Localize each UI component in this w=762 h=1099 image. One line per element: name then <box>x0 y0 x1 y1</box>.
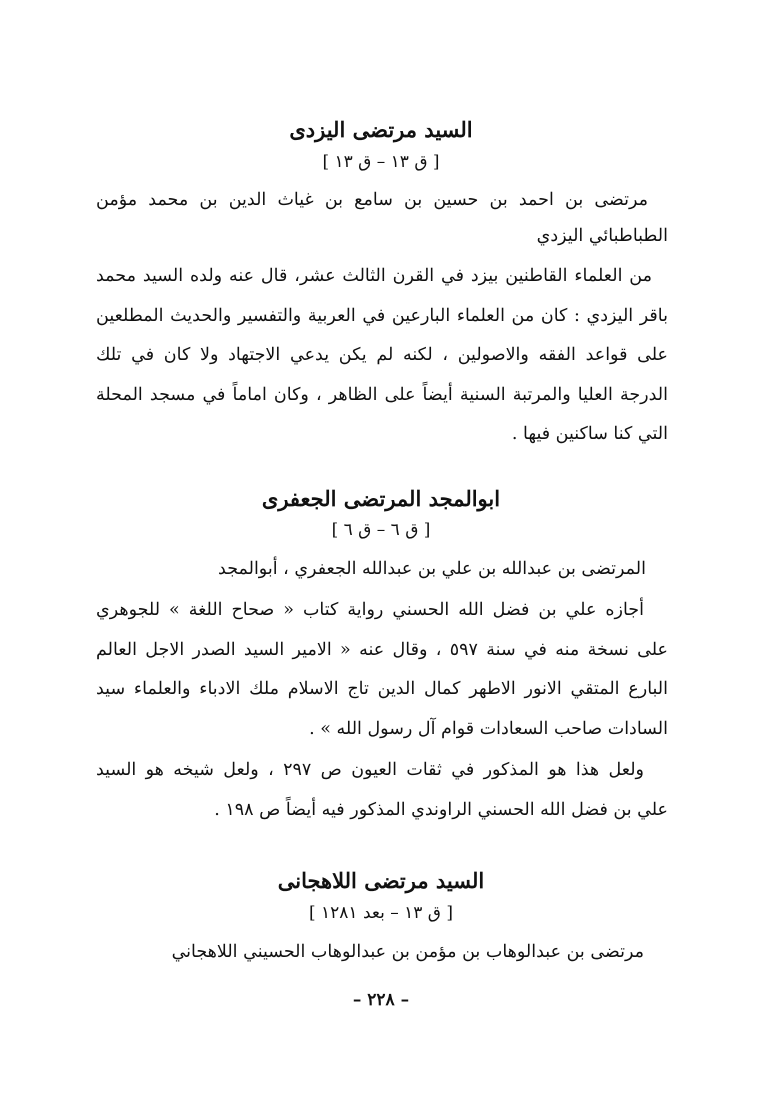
entry-1-line: على قواعد الفقه والاصولين ، لكنه لم يكن يدعي الاجتهاد ولا كان في تلك <box>96 345 668 365</box>
entry-2-line: السادات صاحب السعادات قوام آل رسول الله » . <box>309 719 668 739</box>
entry-1-dates: [ ق ١٣ – ق ١٣ ] <box>322 152 440 172</box>
page-number: – ٢٢٨ – <box>352 990 410 1010</box>
entry-1-heading: السيد مرتضى اليزدى <box>289 117 473 142</box>
entry-1-line: باقر اليزدي : كان من العلماء البارعين في العربية والتفسير والحديث المطلعين <box>96 306 668 326</box>
entry-1-line: من العلماء القاطنين بيزد في القرن الثالث عشر، قال عنه ولده السيد محمد <box>96 266 652 286</box>
entry-3-heading: السيد مرتضى اللاهجانى <box>277 868 485 893</box>
entry-3-line: مرتضى بن عبدالوهاب بن مؤمن بن عبدالوهاب الحسيني اللاهجاني <box>171 942 644 962</box>
entry-2-line: على نسخة منه في سنة ٥٩٧ ، وقال عنه « الامير السيد الصدر الاجل العالم <box>96 640 668 660</box>
entry-2-line: ولعل هذا هو المذكور في ثقات العيون ص ٢٩٧ ، ولعل شيخه هو السيد <box>96 760 644 780</box>
entry-1-line: مرتضى بن احمد بن حسين بن سامع بن غياث الدين بن محمد مؤمن <box>96 190 648 210</box>
entry-1-line: الطباطبائي اليزدي <box>536 226 668 246</box>
entry-2-dates: [ ق ٦ – ق ٦ ] <box>331 520 431 540</box>
entry-1-line: الدرجة العليا والمرتبة السنية أيضاً على الظاهر ، وكان اماماً في مسجد المحلة <box>96 385 668 405</box>
entry-3-dates: [ ق ١٣ – بعد ١٢٨١ ] <box>308 903 454 923</box>
entry-2-heading: ابوالمجد المرتضى الجعفرى <box>261 486 501 511</box>
entry-2-line: علي بن فضل الله الحسني الراوندي المذكور فيه أيضاً ص ١٩٨ . <box>214 800 668 820</box>
entry-1-line: التي كنا ساكنين فيها . <box>511 424 668 444</box>
entry-2-line: البارع المتقي الانور الاطهر كمال الدين تاج الاسلام ملك الادباء والعلماء سيد <box>96 679 668 699</box>
entry-2-line: أجازه علي بن فضل الله الحسني رواية كتاب « صحاح اللغة » للجوهري <box>96 600 644 620</box>
entry-2-line: المرتضى بن عبدالله بن علي بن عبدالله الجعفري ، أبوالمجد <box>218 559 646 579</box>
